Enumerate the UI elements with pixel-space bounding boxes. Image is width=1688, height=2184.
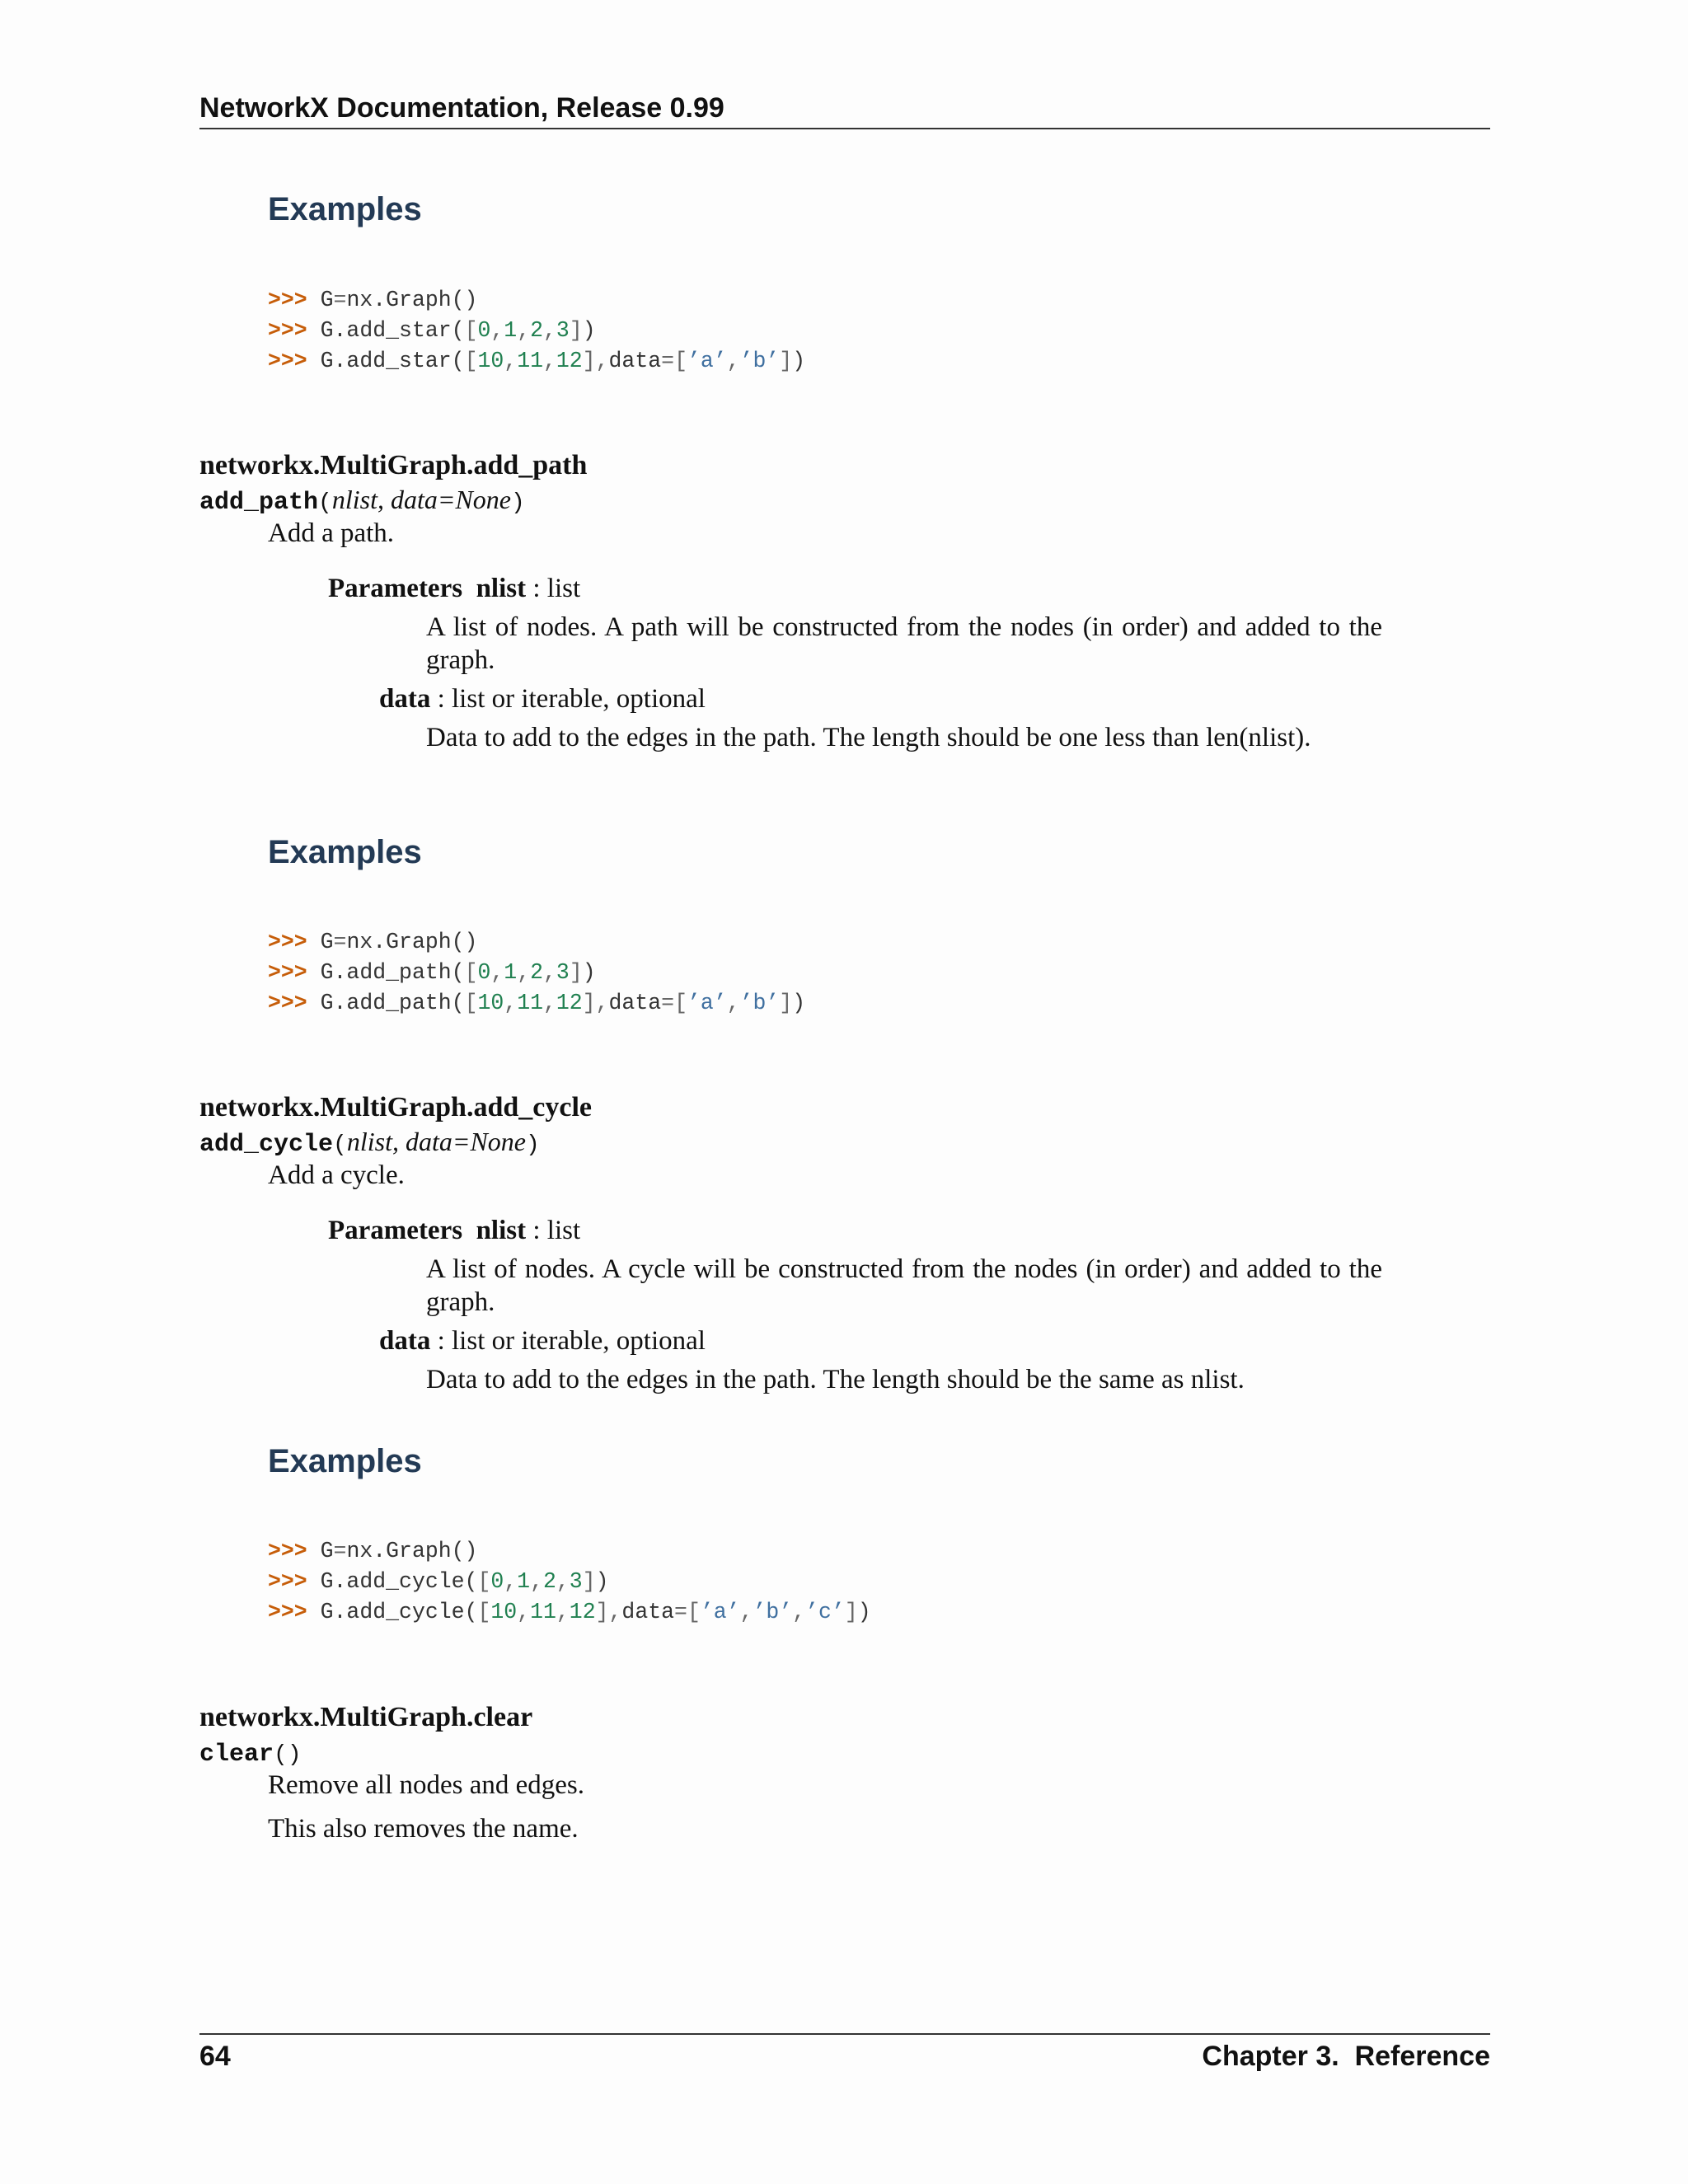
code-line: >>> G.add_cycle([10,11,12],data=[’a’,’b’,’c’]) [268,1600,871,1624]
prompt-symbol: >>> [268,930,307,954]
prompt-symbol: >>> [268,318,307,343]
function-args: nlist, data=None [346,1127,526,1156]
examples-heading-cycle: Examples [268,1443,422,1479]
summary-add-path: Add a path. [268,518,395,548]
signature-clear: clear() [199,1741,302,1769]
code-line: >>> G.add_star([0,1,2,3]) [268,318,596,343]
code-line: >>> G=nx.Graph() [268,1539,478,1563]
code-line: >>> G.add_path([10,11,12],data=[’a’,’b’]) [268,991,806,1015]
function-fullname-add-cycle: networkx.MultiGraph.add_cycle [199,1092,592,1122]
code-block-star [268,285,805,377]
param-desc-nlist-add-cycle: A list of nodes. A cycle will be constructed from the nodes (in order) and added to the graph. [426,1254,1382,1317]
summary-clear: Remove all nodes and edges. [268,1770,584,1800]
prompt-symbol: >>> [268,1569,307,1594]
param-data-add-path [379,682,706,715]
parameters-label: Parameters [328,574,463,603]
footer-rule [199,2033,1490,2035]
function-fullname-clear: networkx.MultiGraph.clear [199,1702,533,1732]
param-name: data [379,684,431,714]
signature-add-cycle: add_cycle(nlist, data=None) [199,1127,540,1159]
param-name: data [379,1326,431,1356]
prompt-symbol: >>> [268,349,307,373]
param-nlist-add-path [328,572,580,605]
code-block-path [268,927,805,1019]
parameters-label: Parameters [328,1216,463,1245]
document-title: NetworkX Documentation, Release 0.99 [199,92,724,124]
signature-add-path: add_path(nlist, data=None) [199,485,525,517]
code-line: >>> G.add_cycle([0,1,2,3]) [268,1569,609,1594]
summary-add-cycle: Add a cycle. [268,1160,405,1190]
function-args: nlist, data=None [331,485,511,514]
param-type: : list [526,574,581,603]
param-type: : list or iterable, optional [430,1326,706,1356]
param-desc-data-add-path: Data to add to the edges in the path. The length should be one less than len(nlist). [426,723,1311,752]
param-name: nlist [476,574,527,603]
function-name: add_cycle [199,1131,334,1159]
code-line: >>> G=nx.Graph() [268,930,478,954]
examples-heading-star: Examples [268,191,422,227]
param-type: : list or iterable, optional [430,684,706,714]
param-data-add-cycle [379,1324,706,1357]
code-line: >>> G.add_path([0,1,2,3]) [268,960,596,985]
prompt-symbol: >>> [268,288,307,312]
param-name: nlist [476,1216,527,1245]
function-name: add_path [199,489,319,517]
code-line: >>> G=nx.Graph() [268,288,478,312]
prompt-symbol: >>> [268,991,307,1015]
examples-heading-path: Examples [268,834,422,870]
page-header [199,92,1490,129]
code-line: >>> G.add_star([10,11,12],data=[’a’,’b’]) [268,349,806,373]
chapter-label: Chapter 3. Reference [1202,2041,1490,2072]
code-block-cycle [268,1536,871,1628]
param-nlist-add-cycle [328,1214,580,1247]
param-type: : list [526,1216,581,1245]
function-name: clear [199,1741,274,1769]
prompt-symbol: >>> [268,960,307,985]
page-number: 64 [199,2041,231,2072]
prompt-symbol: >>> [268,1600,307,1624]
param-desc-nlist-add-path: A list of nodes. A path will be constructed from the nodes (in order) and added to the graph. [426,612,1382,675]
param-desc-data-add-cycle: Data to add to the edges in the path. The length should be the same as nlist. [426,1365,1245,1394]
note-clear: This also removes the name. [268,1814,579,1844]
function-fullname-add-path: networkx.MultiGraph.add_path [199,450,588,480]
prompt-symbol: >>> [268,1539,307,1563]
